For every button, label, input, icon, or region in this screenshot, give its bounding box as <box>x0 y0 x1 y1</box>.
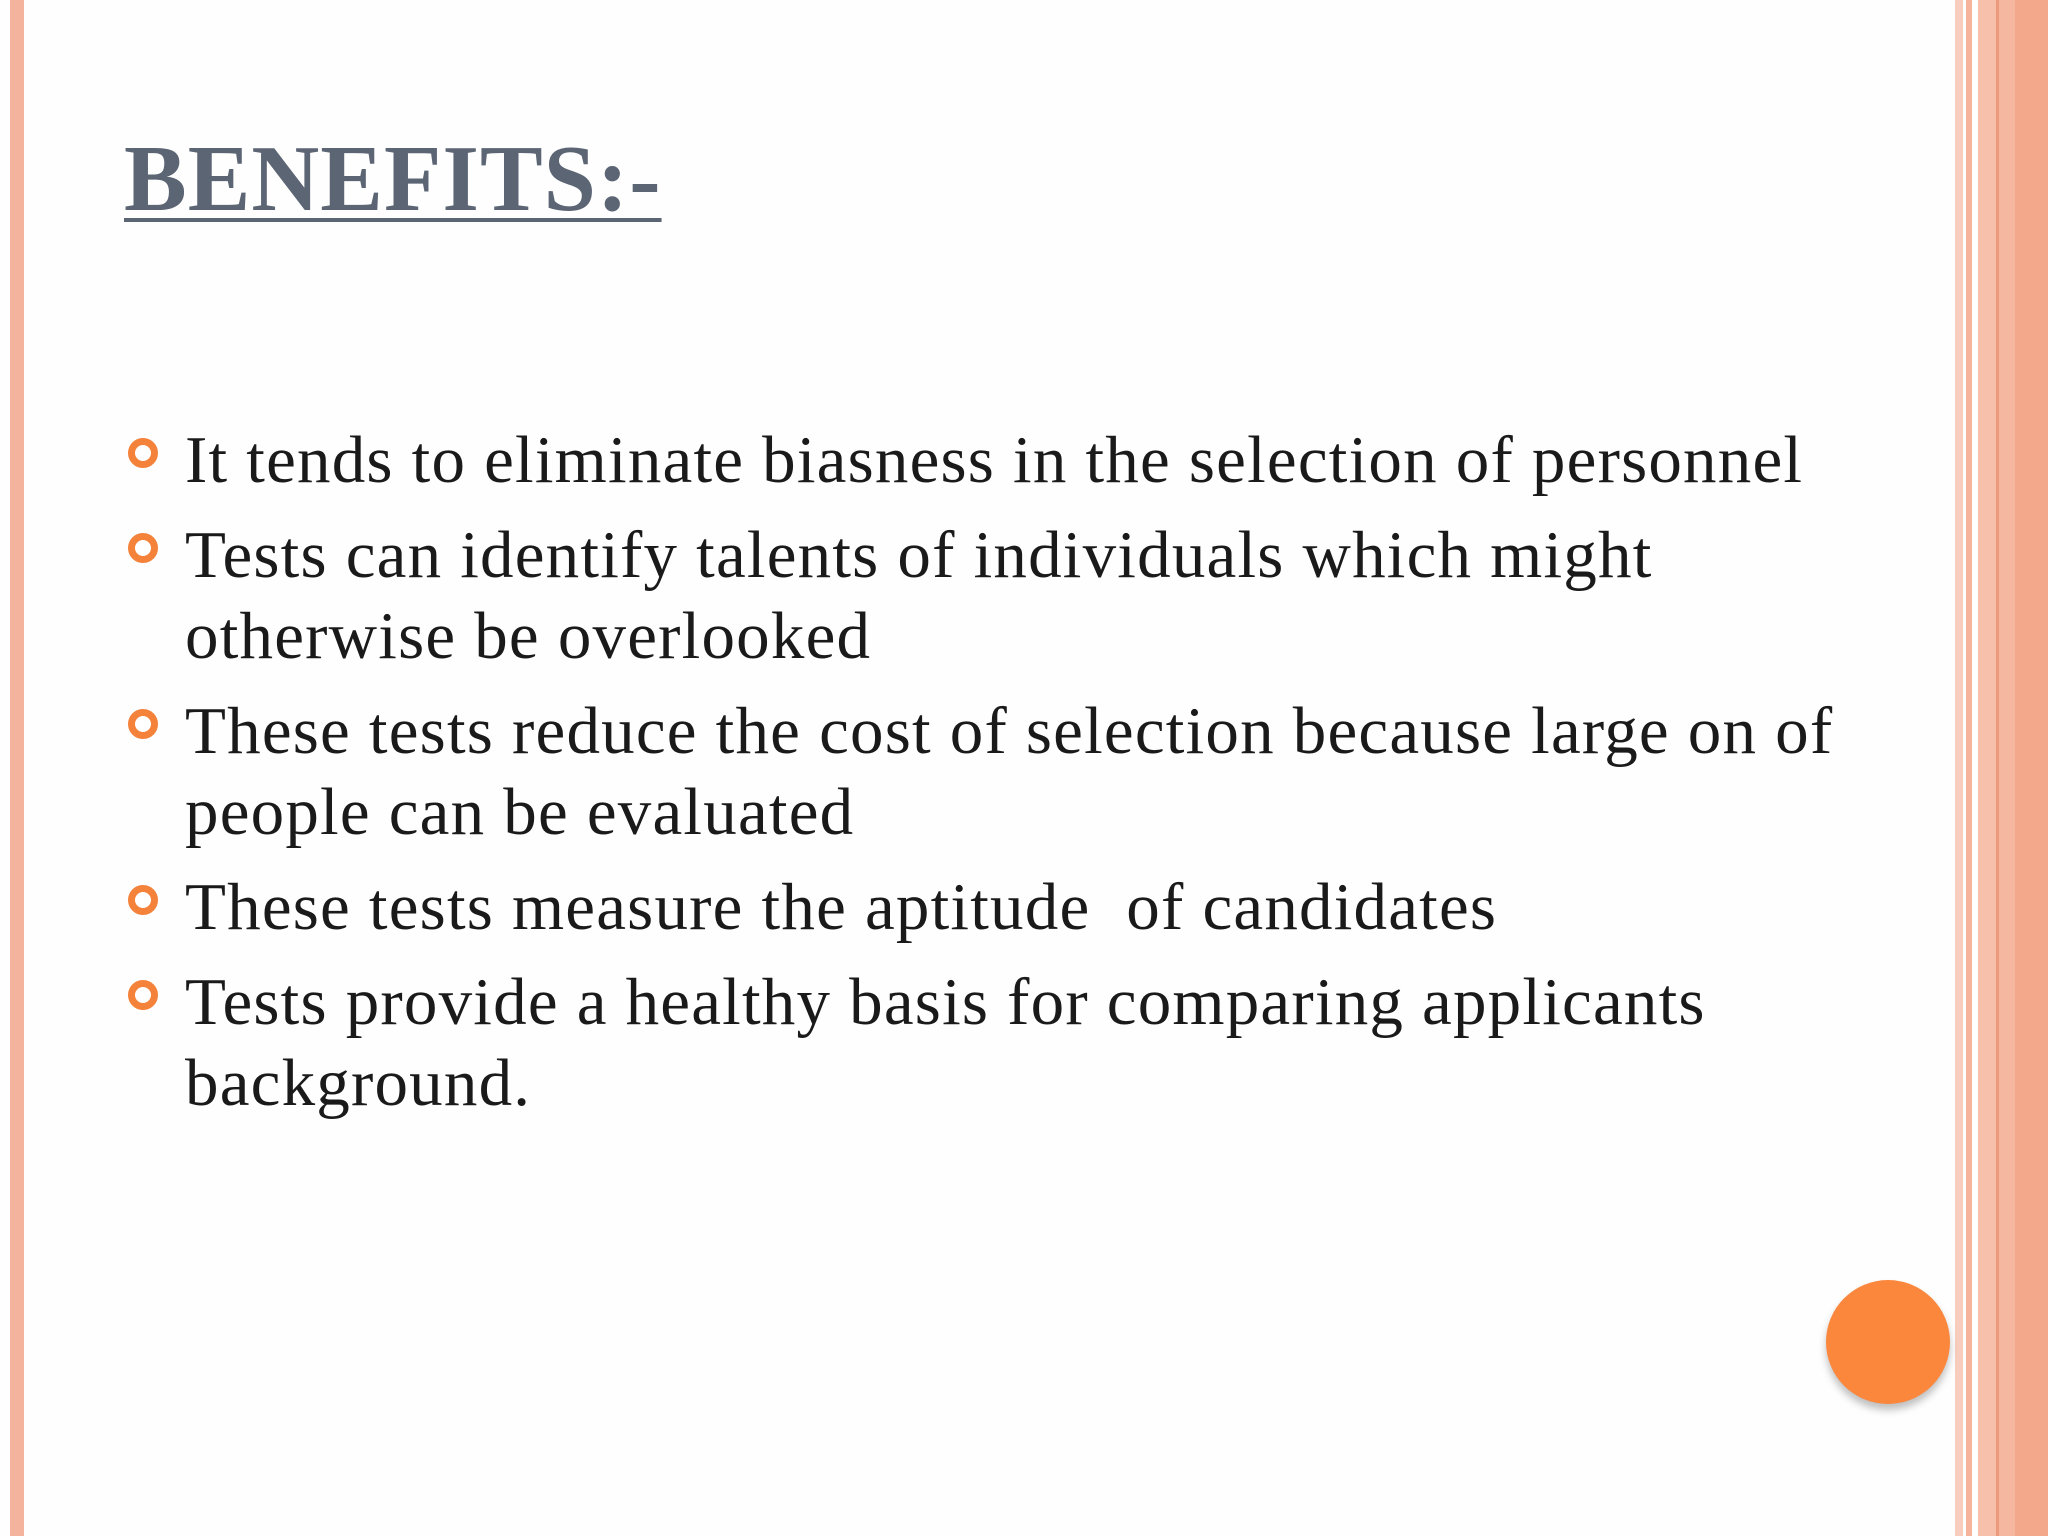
ring-bullet-icon <box>128 709 158 739</box>
bullet-list <box>124 420 1924 1138</box>
slide-title: BENEFITS:- <box>124 127 662 231</box>
right-decorative-stripe <box>2015 0 2048 1536</box>
ring-bullet-icon <box>128 980 158 1010</box>
bullet-item <box>124 420 1924 501</box>
bullet-item <box>124 691 1924 853</box>
bullet-text: These tests reduce the cost of selection because large on of people can be evaluated <box>185 694 1834 849</box>
bullet-text: Tests can identify talents of individuals which might otherwise be overlooked <box>185 518 1653 673</box>
bullet-text: Tests provide a healthy basis for comparing applicants background. <box>185 965 1706 1120</box>
right-decorative-stripe <box>1999 0 2015 1536</box>
bullet-item <box>124 962 1924 1124</box>
accent-circle-icon <box>1826 1280 1950 1404</box>
ring-bullet-icon <box>128 533 158 563</box>
bullet-item <box>124 515 1924 677</box>
bullet-item <box>124 867 1924 948</box>
right-decorative-stripe <box>1966 0 1972 1536</box>
ring-bullet-icon <box>128 885 158 915</box>
right-decorative-stripe <box>1978 0 1996 1536</box>
left-decorative-stripe <box>10 0 24 1536</box>
bullet-text: These tests measure the aptitude of candidates <box>185 870 1498 944</box>
bullet-text: It tends to eliminate biasness in the selection of personnel <box>185 423 1804 497</box>
ring-bullet-icon <box>128 438 158 468</box>
right-decorative-stripe <box>1955 0 1963 1536</box>
